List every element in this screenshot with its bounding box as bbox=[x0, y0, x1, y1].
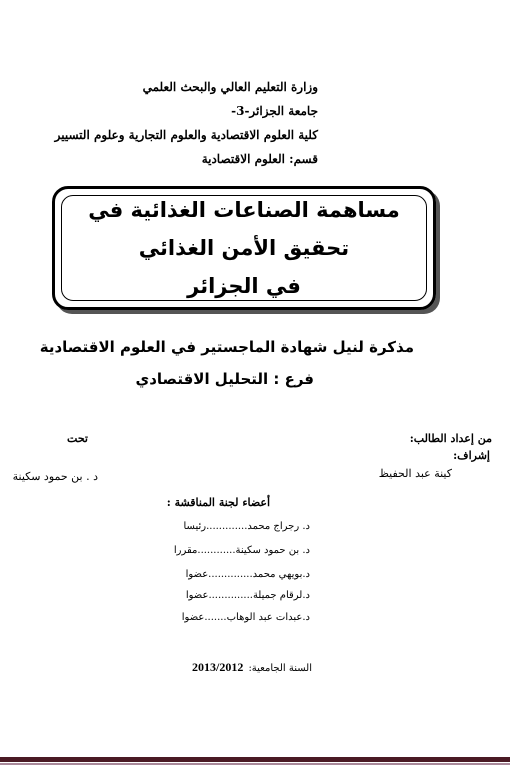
footer-bar-dark bbox=[0, 757, 510, 762]
supervisor-name: د . بن حمود سكينة bbox=[12, 470, 98, 483]
under-label: تحت bbox=[67, 432, 88, 445]
footer-bar-light bbox=[0, 763, 510, 765]
committee-member: د.لرقام جميلة..............عضوا bbox=[185, 590, 310, 601]
academic-year bbox=[192, 656, 312, 675]
student-name: كينة عبد الحفيظ bbox=[378, 467, 452, 480]
thesis-title-line-1: مساهمة الصناعات الغذائية في تحقيق الأمن الغذائي bbox=[88, 198, 400, 260]
title-frame bbox=[52, 186, 436, 310]
committee-member: د.عبدات عبد الوهاب.......عضوا bbox=[181, 612, 310, 623]
committee-member: د.بويهي محمد..............عضوا bbox=[185, 569, 310, 580]
degree-line: مذكرة لنيل شهادة الماجستير في العلوم الاقتصادية bbox=[39, 338, 414, 356]
prepared-by-label: من إعداد الطالب: bbox=[409, 432, 492, 445]
supervision-label: إشراف: bbox=[453, 449, 490, 462]
committee-heading: أعضاء لجنة المناقشة : bbox=[166, 496, 270, 509]
thesis-title bbox=[64, 191, 424, 305]
faculty-line: كلية العلوم الاقتصادية والعلوم التجارية وعلوم التسيير bbox=[54, 128, 318, 142]
department-line: قسم: العلوم الاقتصادية bbox=[201, 152, 318, 166]
branch-line: فرع : التحليل الاقتصادي bbox=[135, 370, 314, 388]
academic-year-label: السنة الجامعية: bbox=[248, 663, 312, 674]
university-line: جامعة الجزائر-3- bbox=[231, 104, 318, 118]
ministry-line: وزارة التعليم العالي والبحث العلمي bbox=[142, 80, 318, 94]
committee-member: د. بن حمود سكينة............مقررا bbox=[173, 545, 310, 556]
thesis-title-line-2: في الجزائر bbox=[187, 274, 301, 298]
academic-year-value: 2013/2012 bbox=[192, 660, 244, 674]
committee-member: د. رجراج محمد.............رئيسا bbox=[183, 521, 310, 532]
